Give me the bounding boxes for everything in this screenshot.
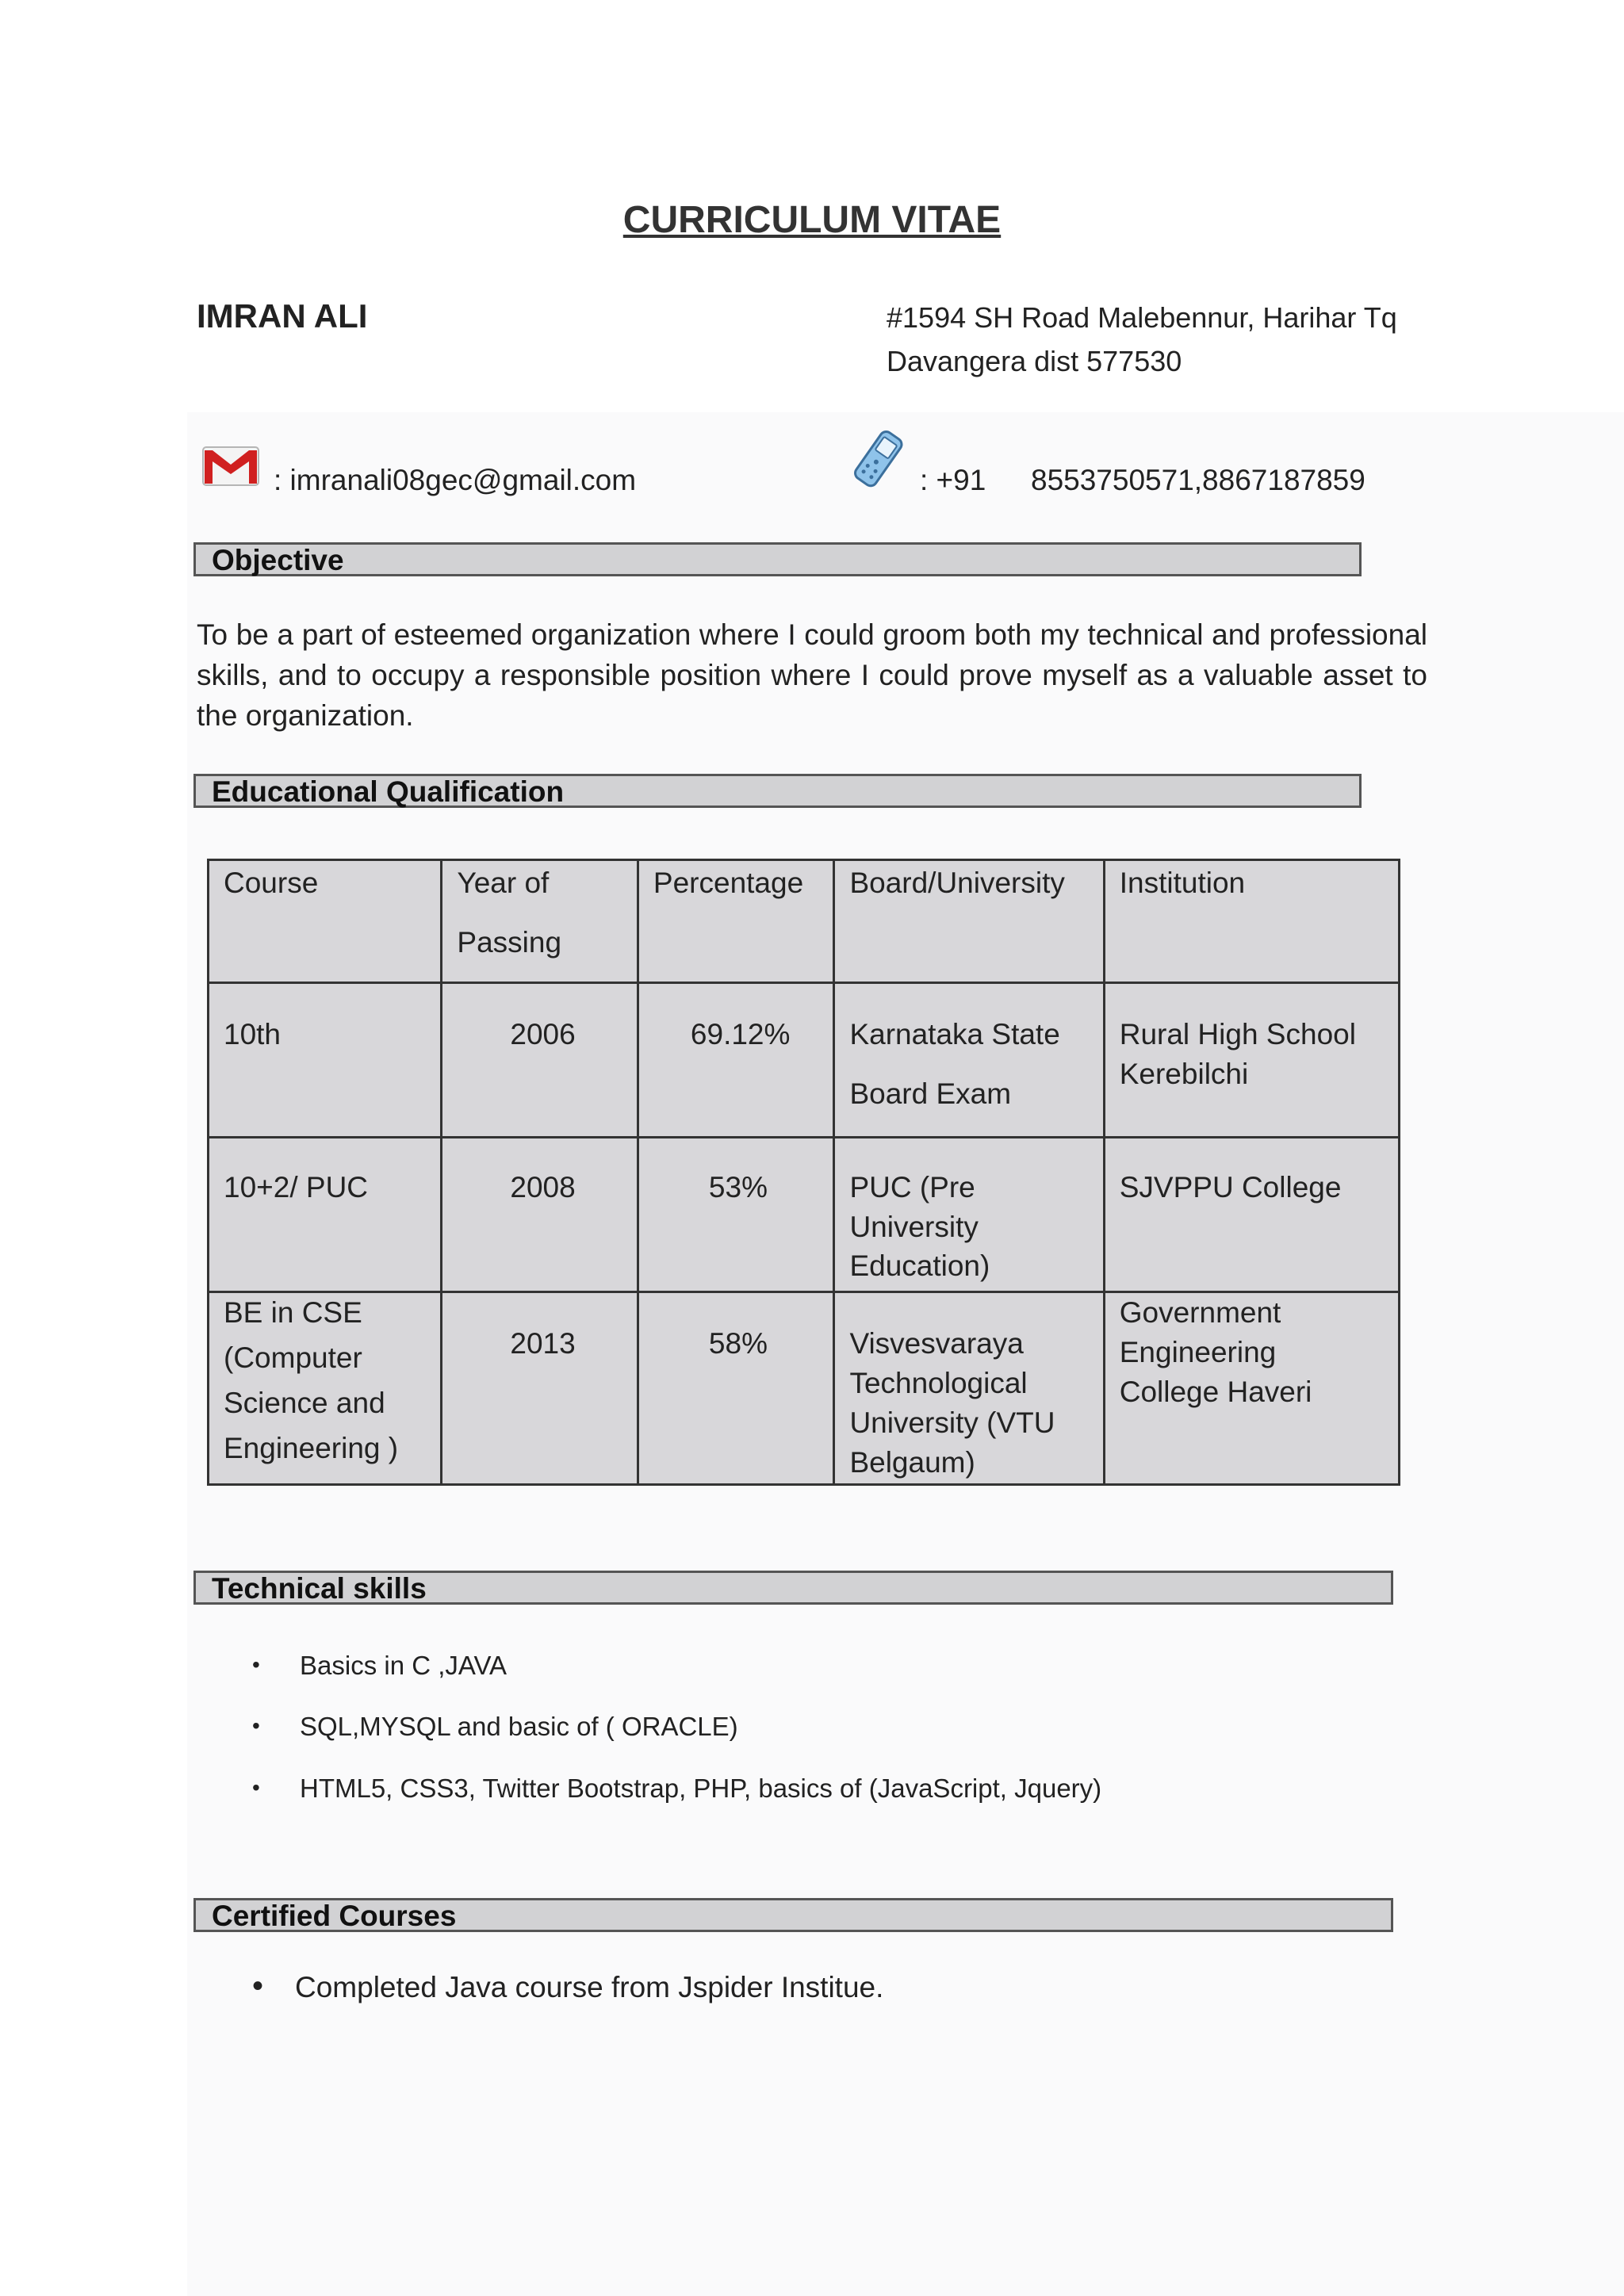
cell-board-line: PUC (Pre <box>849 1171 975 1203</box>
cell-institution-line: College Haveri <box>1119 1376 1312 1408</box>
cell-course-line: Science and <box>224 1387 385 1419</box>
cell-percentage: 69.12% <box>690 1018 791 1050</box>
header-institution: Institution <box>1119 867 1246 899</box>
skill-text: SQL,MYSQL and basic of ( ORACLE) <box>300 1712 738 1741</box>
technical-skills-heading-bar <box>193 1571 1393 1605</box>
certified-courses-heading: Certified Courses <box>212 1900 457 1932</box>
cell-board-line: University <box>849 1211 979 1243</box>
cell-course-line: BE in CSE <box>224 1296 362 1329</box>
address-line-1: #1594 SH Road Malebennur, Harihar Tq <box>887 301 1397 334</box>
header-course: Course <box>224 867 319 899</box>
header-percentage: Percentage <box>653 867 804 899</box>
cell-year: 2006 <box>510 1018 576 1050</box>
cell-course: 10th <box>224 1018 282 1050</box>
cell-board-line: Education) <box>849 1249 990 1282</box>
cell-institution-line: Engineering <box>1119 1336 1277 1368</box>
technical-skills-heading: Technical skills <box>212 1572 427 1605</box>
cell-board-line: Board Exam <box>849 1077 1012 1110</box>
objective-text: To be a part of esteemed organization where I could groom both my technical and professional skills, and to occupy a responsible position where I could prove myself as a valuable asset to the organization. <box>197 618 1427 732</box>
candidate-name: IMRAN ALI <box>197 297 368 335</box>
education-table <box>207 859 1400 1486</box>
phone-prefix: : +91 <box>920 464 986 496</box>
cell-course: 10+2/ PUC <box>224 1171 369 1203</box>
cell-percentage: 53% <box>708 1171 768 1203</box>
skill-text: HTML5, CSS3, Twitter Bootstrap, PHP, basics of (JavaScript, Jquery) <box>300 1774 1102 1803</box>
certified-courses-heading-bar <box>193 1898 1393 1932</box>
table-row <box>209 1138 1400 1292</box>
document-title: CURRICULUM VITAE <box>622 199 1002 241</box>
table-row <box>209 983 1400 1138</box>
education-heading: Educational Qualification <box>212 775 565 808</box>
header-year-line2: Passing <box>457 926 562 959</box>
objective-heading: Objective <box>212 544 344 576</box>
cell-board-line: Technological <box>849 1367 1028 1399</box>
cell-percentage: 58% <box>708 1327 768 1360</box>
bullet: • <box>252 1775 260 1800</box>
email-address: : imranali08gec@gmail.com <box>274 464 637 496</box>
table-row <box>209 1292 1400 1485</box>
cell-course-line: Engineering ) <box>224 1432 399 1464</box>
education-heading-bar <box>193 774 1362 808</box>
cell-board-line: University (VTU <box>849 1406 1055 1439</box>
cell-institution-line: SJVPPU College <box>1119 1171 1342 1203</box>
objective-heading-bar <box>193 542 1362 576</box>
phone-numbers: 8553750571,8867187859 <box>1031 464 1365 496</box>
skill-text: Basics in C ,JAVA <box>300 1651 508 1680</box>
header-board: Board/University <box>849 867 1065 899</box>
cell-institution-line: Rural High School <box>1119 1018 1356 1050</box>
cell-board-line: Belgaum) <box>849 1446 975 1479</box>
cell-institution-line: Government <box>1119 1296 1281 1329</box>
cell-course-line: (Computer <box>224 1341 362 1374</box>
mobile-phone-icon <box>850 427 907 493</box>
address-line-2: Davangera dist 577530 <box>887 345 1182 377</box>
gmail-envelope-icon <box>201 444 260 488</box>
bullet: • <box>252 1969 264 2003</box>
bullet: • <box>252 1652 260 1677</box>
table-header-row <box>209 860 1400 983</box>
cell-year: 2013 <box>510 1327 576 1360</box>
cell-institution-line: Kerebilchi <box>1119 1058 1249 1090</box>
cell-year: 2008 <box>510 1171 576 1203</box>
cell-board-line: Visvesvaraya <box>849 1327 1024 1360</box>
bullet: • <box>252 1713 260 1738</box>
header-year-line1: Year of <box>457 867 550 899</box>
cell-board-line: Karnataka State <box>849 1018 1060 1050</box>
course-text: Completed Java course from Jspider Institue. <box>295 1971 884 2003</box>
